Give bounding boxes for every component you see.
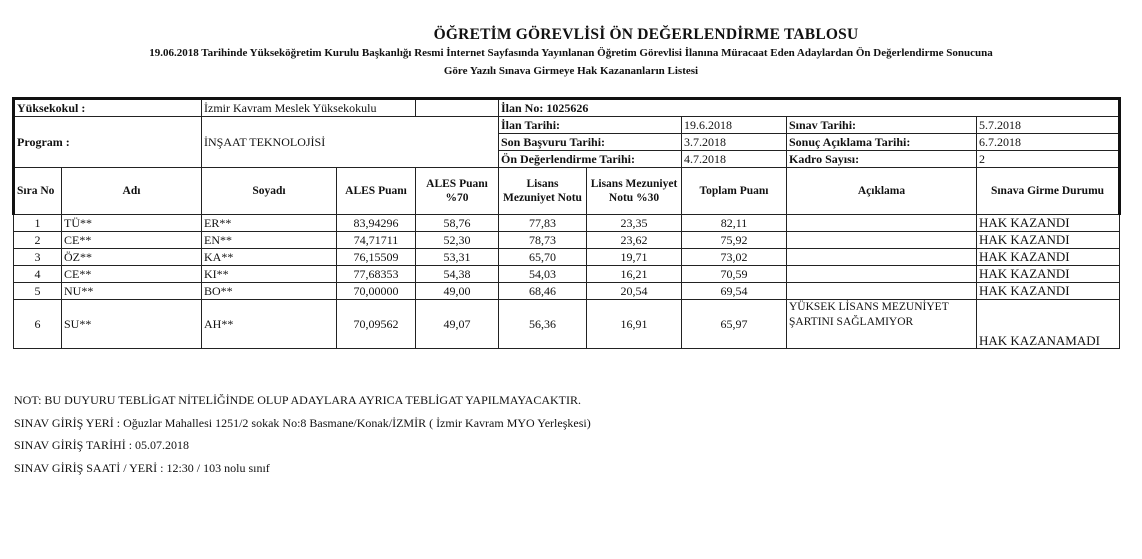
sonuc-label: Sonuç Açıklama Tarihi: [787,134,977,151]
column-header-row [14,168,1120,215]
row-adi: ÖZ** [62,249,202,266]
row-toplam: 65,97 [682,300,787,349]
ilan-tarihi-label: İlan Tarihi: [499,117,682,134]
on-deg-label: Ön Değerlendirme Tarihi: [499,151,682,168]
row-adi: SU** [62,300,202,349]
row-no: 1 [14,215,62,232]
kadro-label: Kadro Sayısı: [787,151,977,168]
row-adi: CE** [62,266,202,283]
row-durum: HAK KAZANDI [977,266,1120,283]
row-ales: 74,71711 [337,232,416,249]
program-value: İNŞAAT TEKNOLOJİSİ [202,117,499,168]
table-row [14,249,1120,266]
on-deg-value: 4.7.2018 [682,151,787,168]
program-label: Program : [14,117,202,168]
evaluation-table [12,97,1121,349]
row-adi: NU** [62,283,202,300]
row-ales-70: 49,00 [416,283,499,300]
row-ales-70: 52,30 [416,232,499,249]
row-lisans-30: 19,71 [587,249,682,266]
row-durum: HAK KAZANDI [977,249,1120,266]
subtitle-line-2: Göre Yazılı Sınava Girmeye Hak Kazananların Listesi [443,65,699,77]
row-no: 4 [14,266,62,283]
row-soyadi: KA** [202,249,337,266]
row-ales: 70,00000 [337,283,416,300]
program-row [14,117,1120,134]
table-row [14,232,1120,249]
row-durum: HAK KAZANAMADI [977,300,1120,349]
col-lisans: Lisans Mezuniyet Notu [499,168,587,215]
row-ales-70: 54,38 [416,266,499,283]
school-row [14,99,1120,117]
row-toplam: 70,59 [682,266,787,283]
notes-section [14,389,591,479]
row-aciklama [787,266,977,283]
sinav-tarihi-label: Sınav Tarihi: [787,117,977,134]
row-ales: 70,09562 [337,300,416,349]
col-soyadi: Soyadı [202,168,337,215]
note-sinav-saati: SINAV GİRİŞ SAATİ / YERİ : 12:30 / 103 nolu sınıf [14,460,270,475]
row-durum: HAK KAZANDI [977,215,1120,232]
row-lisans: 65,70 [499,249,587,266]
kadro-value: 2 [977,151,1120,168]
ilan-tarihi-value: 19.6.2018 [682,117,787,134]
row-soyadi: KI** [202,266,337,283]
row-toplam: 82,11 [682,215,787,232]
note-sinav-tarihi: SINAV GİRİŞ TARİHİ : 05.07.2018 [14,438,190,452]
row-soyadi: EN** [202,232,337,249]
table-row [14,283,1120,300]
sonuc-value: 6.7.2018 [977,134,1120,151]
row-no: 2 [14,232,62,249]
row-aciklama: YÜKSEK LİSANS MEZUNİYET ŞARTINI SAĞLAMIYOR [787,300,977,349]
row-no: 6 [14,300,62,349]
row-lisans: 77,83 [499,215,587,232]
table-row [14,266,1120,283]
col-lisans-30: Lisans Mezuniyet Notu %30 [587,168,682,215]
row-lisans: 68,46 [499,283,587,300]
school-label: Yüksekokul : [14,99,202,117]
row-lisans-30: 16,21 [587,266,682,283]
son-basvuru-label: Son Başvuru Tarihi: [499,134,682,151]
row-no: 3 [14,249,62,266]
col-adi: Adı [62,168,202,215]
page-title: ÖĞRETİM GÖREVLİSİ ÖN DEĞERLENDİRME TABLOSU [433,26,859,43]
son-basvuru-value: 3.7.2018 [682,134,787,151]
row-aciklama [787,249,977,266]
school-value: İzmir Kavram Meslek Yüksekokulu [202,99,416,117]
col-toplam: Toplam Puanı [682,168,787,215]
row-lisans-30: 23,35 [587,215,682,232]
row-lisans: 54,03 [499,266,587,283]
row-toplam: 69,54 [682,283,787,300]
col-durum: Sınava Girme Durumu [977,168,1120,215]
row-toplam: 75,92 [682,232,787,249]
table-row [14,215,1120,232]
row-aciklama [787,232,977,249]
row-lisans: 78,73 [499,232,587,249]
col-ales-70: ALES Puanı %70 [416,168,499,215]
row-ales: 76,15509 [337,249,416,266]
col-ales: ALES Puanı [337,168,416,215]
row-durum: HAK KAZANDI [977,283,1120,300]
row-durum: HAK KAZANDI [977,232,1120,249]
row-lisans-30: 23,62 [587,232,682,249]
row-ales: 77,68353 [337,266,416,283]
row-soyadi: BO** [202,283,337,300]
row-adi: TÜ** [62,215,202,232]
table-row [14,300,1120,349]
row-adi: CE** [62,232,202,249]
ilan-no: İlan No: 1025626 [499,99,1120,117]
blank-cell [416,99,499,117]
row-lisans-30: 20,54 [587,283,682,300]
sinav-tarihi-value: 5.7.2018 [977,117,1120,134]
col-aciklama: Açıklama [787,168,977,215]
row-lisans-30: 16,91 [587,300,682,349]
col-sira-no: Sıra No [14,168,62,215]
row-ales-70: 49,07 [416,300,499,349]
row-lisans: 56,36 [499,300,587,349]
row-no: 5 [14,283,62,300]
row-ales: 83,94296 [337,215,416,232]
row-soyadi: AH** [202,300,337,349]
row-soyadi: ER** [202,215,337,232]
row-ales-70: 58,76 [416,215,499,232]
note-sinav-yeri: SINAV GİRİŞ YERİ : Oğuzlar Mahallesi 1251/2 sokak No:8 Basmane/Konak/İZMİR ( İzmir Kavram MYO Yerleşkesi) [14,415,591,430]
row-aciklama [787,283,977,300]
note-tebligat: NOT: BU DUYURU TEBLİGAT NİTELİĞİNDE OLUP ADAYLARA AYRICA TEBLİGAT YAPILMAYACAKTIR. [14,393,581,407]
row-ales-70: 53,31 [416,249,499,266]
row-toplam: 73,02 [682,249,787,266]
row-aciklama [787,215,977,232]
subtitle-line-1: 19.06.2018 Tarihinde Yükseköğretim Kurulu Başkanlığı Resmi İnternet Sayfasında Yayınlanan Öğretim Görevlisi İlanına Müracaat Eden Adaylardan Ön Değerlendirme Sonucuna [149,47,993,59]
